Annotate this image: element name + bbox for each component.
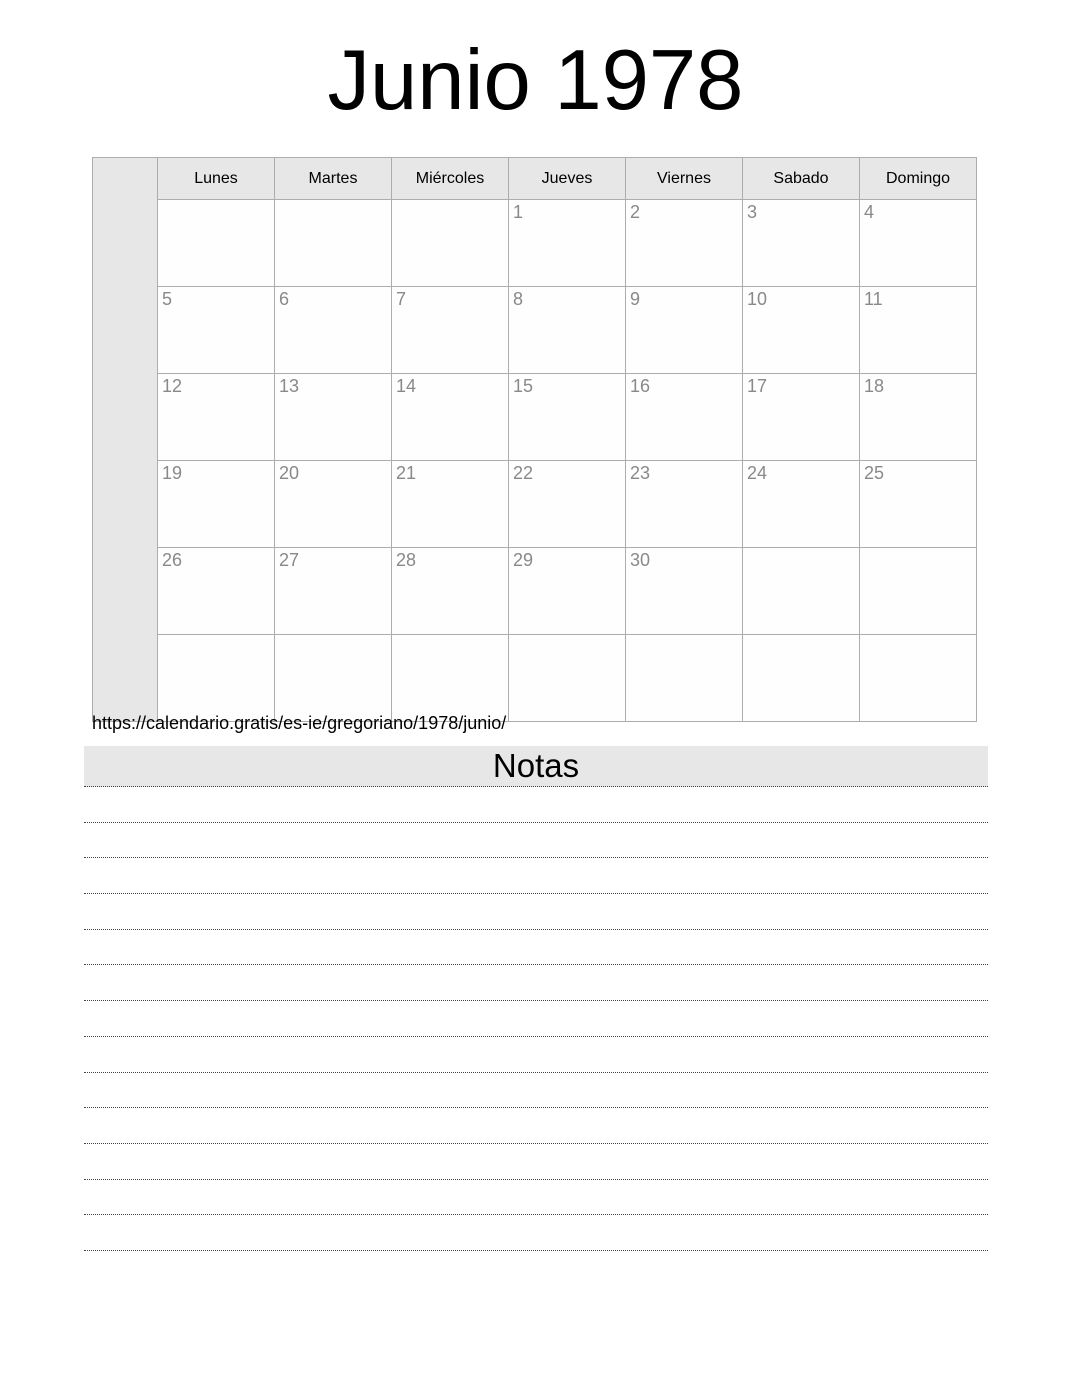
note-line <box>84 894 988 930</box>
page-title: Junio 1978 <box>327 33 744 128</box>
week-row-6 <box>93 635 977 722</box>
source-url: https://calendario.gratis/es-ie/gregoriano/1978/junio/ <box>92 713 507 733</box>
day-cell: 1 <box>509 200 626 287</box>
day-cell: 26 <box>158 548 275 635</box>
day-cell: 11 <box>860 287 977 374</box>
day-cell: 19 <box>158 461 275 548</box>
day-cell: 16 <box>626 374 743 461</box>
day-cell: 5 <box>158 287 275 374</box>
day-cell: 20 <box>275 461 392 548</box>
week-row-5 <box>93 548 977 635</box>
day-cell: 24 <box>743 461 860 548</box>
note-line <box>84 1037 988 1073</box>
day-header-jueves: Jueves <box>509 158 626 200</box>
day-cell: 2 <box>626 200 743 287</box>
day-cell <box>860 635 977 722</box>
day-cell: 18 <box>860 374 977 461</box>
day-header-miercoles: Miércoles <box>392 158 509 200</box>
day-cell: 30 <box>626 548 743 635</box>
day-cell: 4 <box>860 200 977 287</box>
day-header-viernes: Viernes <box>626 158 743 200</box>
day-cell: 21 <box>392 461 509 548</box>
week-gutter <box>93 158 158 722</box>
day-cell: 12 <box>158 374 275 461</box>
day-cell: 10 <box>743 287 860 374</box>
weekday-header-row <box>93 158 977 200</box>
day-cell <box>626 635 743 722</box>
note-line <box>84 823 988 859</box>
day-cell: 15 <box>509 374 626 461</box>
week-row-2 <box>93 287 977 374</box>
day-header-domingo: Domingo <box>860 158 977 200</box>
day-cell: 8 <box>509 287 626 374</box>
day-cell <box>158 200 275 287</box>
note-line <box>84 1180 988 1216</box>
day-cell: 23 <box>626 461 743 548</box>
note-line <box>84 930 988 966</box>
note-line <box>84 1215 988 1251</box>
note-line <box>84 1144 988 1180</box>
day-cell <box>743 548 860 635</box>
day-cell: 6 <box>275 287 392 374</box>
day-cell <box>158 635 275 722</box>
day-cell <box>392 200 509 287</box>
day-header-martes: Martes <box>275 158 392 200</box>
day-cell: 22 <box>509 461 626 548</box>
notes-lines <box>84 787 988 1251</box>
week-row-4 <box>93 461 977 548</box>
note-line <box>84 965 988 1001</box>
day-cell <box>509 635 626 722</box>
day-cell: 7 <box>392 287 509 374</box>
day-cell: 13 <box>275 374 392 461</box>
day-cell: 29 <box>509 548 626 635</box>
day-cell <box>860 548 977 635</box>
week-row-1 <box>93 200 977 287</box>
day-cell: 28 <box>392 548 509 635</box>
notes-section <box>84 746 988 1251</box>
day-cell: 9 <box>626 287 743 374</box>
calendar-table <box>92 157 977 722</box>
day-cell <box>275 635 392 722</box>
week-row-3 <box>93 374 977 461</box>
note-line <box>84 1108 988 1144</box>
day-cell <box>275 200 392 287</box>
day-cell: 25 <box>860 461 977 548</box>
note-line <box>84 787 988 823</box>
day-cell: 27 <box>275 548 392 635</box>
day-header-sabado: Sabado <box>743 158 860 200</box>
day-header-lunes: Lunes <box>158 158 275 200</box>
note-line <box>84 858 988 894</box>
day-cell: 3 <box>743 200 860 287</box>
day-cell <box>743 635 860 722</box>
note-line <box>84 1073 988 1109</box>
notes-title: Notas <box>84 746 988 787</box>
day-cell: 17 <box>743 374 860 461</box>
day-cell: 14 <box>392 374 509 461</box>
note-line <box>84 1001 988 1037</box>
day-cell <box>392 635 509 722</box>
